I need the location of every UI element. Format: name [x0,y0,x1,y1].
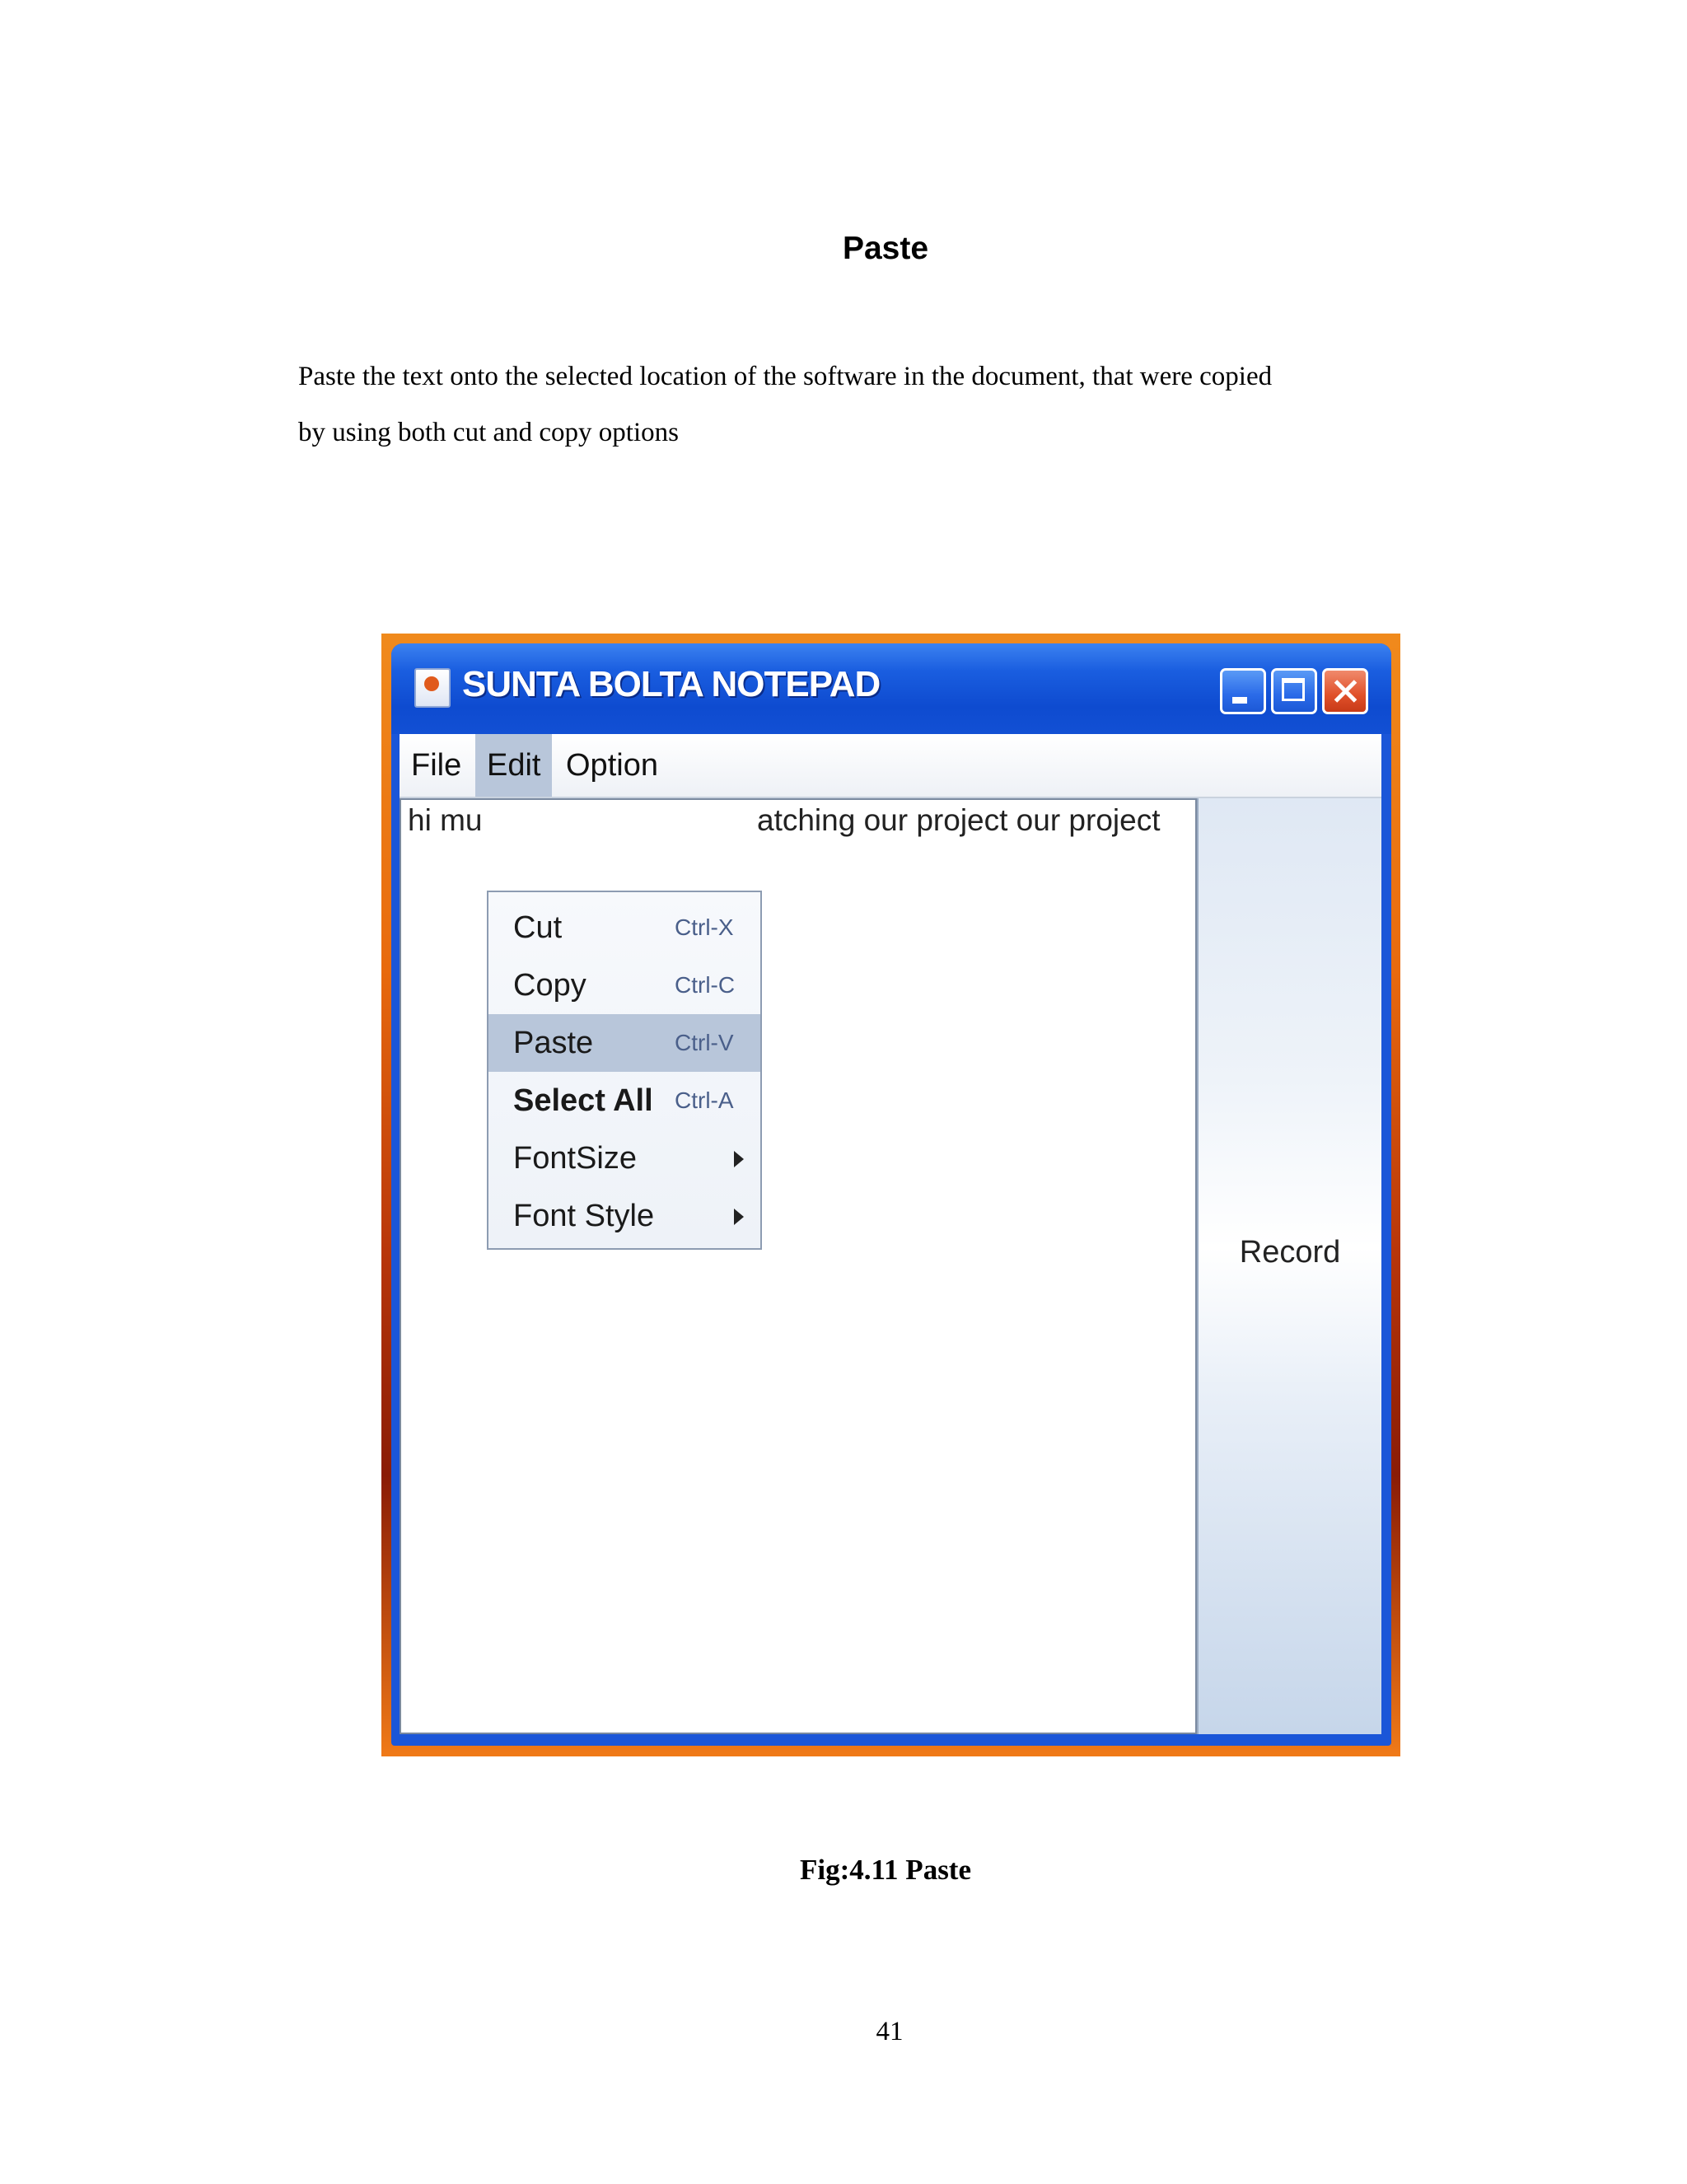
menu-item-label: Copy [513,968,586,1003]
menu-file[interactable]: File [411,748,462,783]
menu-item-fontsize[interactable] [488,1129,760,1187]
menu-item-label: FontSize [513,1141,637,1176]
record-button[interactable]: Record [1199,1235,1381,1270]
menu-item-shortcut: Ctrl-V [675,1030,734,1055]
menu-item-shortcut: Ctrl-X [675,914,734,940]
menu-item-paste[interactable] [488,1014,760,1072]
paragraph-line: Paste the text onto the selected location of the software in the document, that were copied [298,362,1273,391]
editor-text-left: hi mu [408,803,483,837]
menu-item-copy[interactable] [488,956,760,1014]
menu-item-label: Font Style [513,1199,655,1233]
notepad-window [391,643,1391,1746]
submenu-arrow-icon [734,1209,744,1225]
title-bar[interactable] [391,643,1391,734]
window-title: SUNTA BOLTA NOTEPAD [462,664,881,704]
submenu-arrow-icon [734,1151,744,1167]
menu-bar [400,734,1381,798]
body-paragraph [298,348,1435,461]
paragraph-line: by using both cut and copy options [298,418,679,447]
menu-item-label: Paste [513,1026,594,1060]
menu-item-shortcut: Ctrl-C [675,972,736,998]
java-app-icon [414,668,451,708]
figure-caption: Fig:4.11 Paste [799,1854,972,1886]
edit-dropdown-menu [487,891,762,1250]
menu-item-shortcut: Ctrl-A [675,1087,734,1113]
editor-text-right: atching our project our project [757,803,1161,837]
section-heading: Paste [842,231,929,266]
menu-option[interactable]: Option [566,748,658,783]
menu-item-cut[interactable] [488,899,760,956]
menu-edit[interactable]: Edit [475,734,552,797]
close-icon[interactable] [1322,668,1368,714]
minimize-icon[interactable] [1220,668,1266,714]
window-client-area [400,734,1381,1734]
page-number: 41 [876,2017,904,2046]
record-panel [1197,798,1381,1734]
figure-screenshot [381,634,1400,1756]
menu-item-select-all[interactable] [488,1072,760,1129]
menu-item-label: Cut [513,910,563,945]
menu-item-font-style[interactable] [488,1187,760,1245]
menu-item-label: Select All [513,1083,653,1118]
maximize-icon[interactable] [1271,668,1317,714]
